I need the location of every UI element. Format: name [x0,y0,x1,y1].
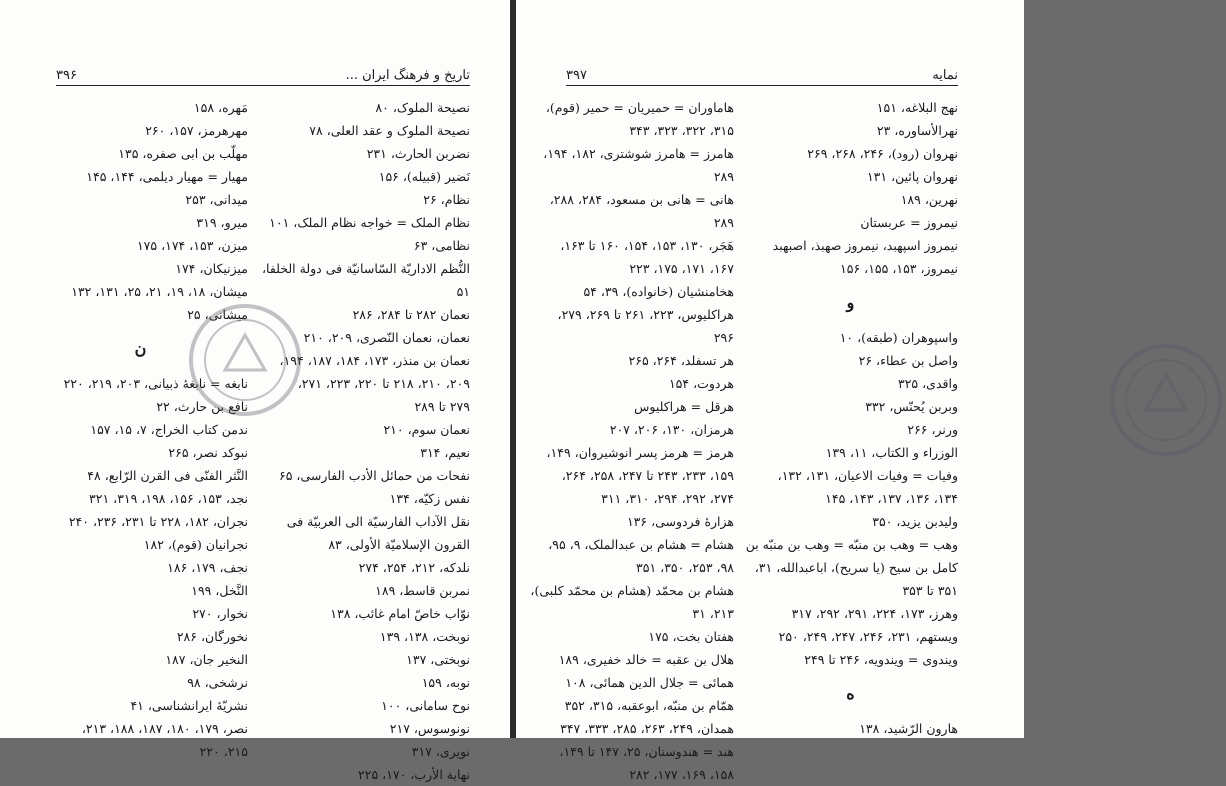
index-entry: میزن، ۱۵۳، ۱۷۴، ۱۷۵ [136,238,248,253]
index-entry: نخوار، ۲۷۰ [192,606,248,621]
index-entry: ۱۵۸، ۱۶۹، ۱۷۷، ۲۸۲ [629,767,734,782]
index-entry: نوبه، ۱۵۹ [421,675,470,690]
index-entry: ۲۸۹ [713,215,734,230]
index-entry: نونوسوس، ۲۱۷ [389,721,470,736]
index-entry: ۲۱۳، ۳۱ [692,606,734,621]
index-entry: وفیات = وفیات الاعیان، ۱۳۱، ۱۳۲، [777,468,958,483]
index-entry: نمربن قاسط، ۱۸۹ [375,583,470,598]
index-entry: نلدکه، ۲۱۲، ۲۵۴، ۲۷۴ [358,560,470,575]
index-column-right [255,96,470,786]
index-entry: نهج البلاغه، ۱۵۱ [876,100,958,115]
index-entry: هامرز = هامرز شوشتری، ۱۸۲، ۱۹۴، [543,146,734,161]
index-entry: نفحات من حمائل الأدب الفارسی، ۶۵ [279,468,470,483]
page-header [56,68,470,86]
index-entry: مهیار = مهیار دیلمی، ۱۴۴، ۱۴۵ [86,169,248,184]
index-entry: نیمروز، ۱۵۳، ۱۵۵، ۱۵۶ [840,261,958,276]
index-entry: نویری، ۳۱۷ [411,744,470,759]
index-entry: هند = هندوستان، ۲۵، ۱۴۷ تا ۱۴۹، [559,744,734,759]
index-entry: کامل بن سیح (یا سریح)، اباعبدالله، ۳۱، [754,560,958,575]
index-entry: مهلّب بن ابی صفره، ۱۳۵ [118,146,248,161]
index-entry: ندمن کتاب الخراج، ۷، ۱۵، ۱۵۷ [90,422,248,437]
index-entry: هانی = هانی بن مسعود، ۲۸۴، ۲۸۸، [549,192,734,207]
index-entry: میرو، ۳۱۹ [196,215,248,230]
index-entry: نرشخی، ۹۸ [187,675,248,690]
index-entry: نصر، ۱۷۹، ۱۸۰، ۱۸۷، ۱۸۸، ۲۱۳، [81,721,248,736]
index-entry: ۲۷۴، ۲۹۲، ۲۹۴، ۳۱۰، ۳۱۱ [601,491,734,506]
index-entry: نوبختی، ۱۳۷ [406,652,470,667]
index-entry: نشریّهٔ ایرانشناسی، ۴۱ [130,698,248,713]
index-entry: میشان، ۱۸، ۱۹، ۲۱، ۲۵، ۱۳۱، ۱۳۲ [71,284,248,299]
index-entry: نظام، ۲۶ [423,192,470,207]
index-entry: نوح سامانی، ۱۰۰ [381,698,470,713]
index-entry: وهب = وهب بن منبّه = وهب بن منبّه بن [745,537,958,552]
index-entry: نجد، ۱۵۳، ۱۵۶، ۱۹۸، ۳۱۹، ۳۲۱ [89,491,248,506]
index-entry: نعیم، ۳۱۴ [420,445,470,460]
index-entry: میدانی، ۲۵۳ [185,192,248,207]
index-entry: هاماوران = حمیریان = حمیر (قوم)، [545,100,734,115]
header-title: تاریخ و فرهنگ ایران ... [345,68,470,83]
index-entry: النَّخل، ۱۹۹ [191,583,248,598]
index-entry: هَجَر، ۱۳۰، ۱۵۳، ۱۵۴، ۱۶۰ تا ۱۶۳، [560,238,734,253]
index-entry: واقدی، ۳۲۵ [898,376,958,391]
index-entry: هلال بن عقبه = خالد خفیری، ۱۸۹ [558,652,734,667]
index-entry: هشام = هشام بن عبدالملک، ۹، ۹۵، [548,537,734,552]
index-entry: نابغه = نابغهٔ ذبیانی، ۲۰۳، ۲۱۹، ۲۲۰ [63,376,248,391]
index-entry: نوبخت، ۱۳۸، ۱۳۹ [379,629,470,644]
section-letter: و [846,293,855,312]
index-entry: نخورگان، ۲۸۶ [176,629,248,644]
index-entry: ورنر، ۲۶۶ [907,422,958,437]
index-entry: ۲۸۹ [713,169,734,184]
index-entry: ۳۱۵، ۳۲۲، ۳۲۳، ۳۴۳ [629,123,734,138]
index-entry: نجف، ۱۷۹، ۱۸۶ [167,560,248,575]
right-page [516,0,1024,782]
index-entry: نعمان بن منذر، ۱۷۳، ۱۸۴، ۱۸۷، ۱۹۴، [279,353,470,368]
index-entry: همّام بن منبّه، ابوعقبه، ۳۱۵، ۳۵۲ [564,698,734,713]
index-entry: همدان، ۲۴۹، ۲۶۳، ۲۸۵، ۳۳۳، ۳۴۷ [560,721,734,736]
page-header [566,68,958,86]
index-entry: نافع بن حارث، ۲۲ [156,399,248,414]
index-entry: نَضیر (قبیله)، ۱۵۶ [378,169,470,184]
index-entry: هارون الرّشید، ۱۳۸ [859,721,958,736]
index-entry: هفتان بخت، ۱۷۵ [648,629,734,644]
index-entry: النَّثر الفنّی فی القرن الرّابع، ۴۸ [87,468,248,483]
index-entry: نهروان پائین، ۱۳۱ [866,169,958,184]
index-entry: القرون الإسلامیّة الأولی، ۸۳ [328,537,470,552]
index-entry: نظامی، ۶۳ [413,238,470,253]
index-entry: میشانی، ۲۵ [187,307,248,322]
index-entry: هراکلیوس، ۲۲۳، ۲۶۱ تا ۲۶۹، ۲۷۹، [557,307,734,322]
index-entry: ۹۸، ۲۵۳، ۳۵۰، ۳۵۱ [636,560,734,575]
index-entry: نعمان سوم، ۲۱۰ [383,422,470,437]
index-entry: نیمروز اسپهبد، نیمروز صهبذ، اصبهبد [772,238,958,253]
index-entry: هرقل = هراکلیوس [634,399,734,414]
index-entry: هخامنشیان (خانواده)، ۳۹، ۵۴ [583,284,734,299]
library-stamp-icon [185,300,305,420]
index-entry: وهرز، ۱۷۳، ۲۲۴، ۲۹۱، ۲۹۲، ۳۱۷ [791,606,958,621]
index-entry: النُّظم الاداریّة السّاسانیّة فی دولة الخلفا، [262,261,470,276]
page-number: ۳۹۷ [566,68,587,83]
index-entry: وبربن یُحنّس، ۳۳۲ [865,399,958,414]
index-entry: ۲۷۹ تا ۲۸۹ [414,399,470,414]
index-entry: نبوکد نصر، ۲۶۵ [168,445,248,460]
index-entry: ۱۵۹، ۲۳۳، ۲۴۳ تا ۲۴۷، ۲۵۸، ۲۶۴، [561,468,734,483]
index-entry: مَهره، ۱۵۸ [193,100,248,115]
index-column-right [743,96,958,740]
index-entry: نهروان (رود)، ۲۴۶، ۲۶۸، ۲۶۹ [807,146,958,161]
index-column-left [519,96,734,786]
index-entry: ۵۱ [456,284,470,299]
index-entry: هشام بن محمّد (هشام بن محمّد کلبی)، [530,583,734,598]
index-entry: نظام الملک = خواجه نظام الملک، ۱۰۱ [269,215,470,230]
left-page [0,0,510,782]
index-entry: نهرالأساوره، ۲۳ [876,123,958,138]
library-stamp-icon [1106,340,1226,460]
index-entry: ویستهم، ۲۳۱، ۲۴۶، ۲۴۷، ۲۴۹، ۲۵۰ [778,629,958,644]
index-column-left [33,96,248,763]
index-entry: ۱۳۴، ۱۳۶، ۱۳۷، ۱۴۳، ۱۴۵ [825,491,958,506]
index-entry: نضربن الحارث، ۲۳۱ [366,146,470,161]
index-entry: نجرانیان (قوم)، ۱۸۲ [143,537,248,552]
index-entry: میزنیکان، ۱۷۴ [175,261,248,276]
index-entry: نفس زکیّه، ۱۳۴ [389,491,470,506]
index-entry: ۱۶۷، ۱۷۱، ۱۷۵، ۲۲۳ [629,261,734,276]
index-entry: همائی = جلال الدین همائی، ۱۰۸ [565,675,734,690]
index-entry: واسپوهران (طبقه)، ۱۰ [839,330,958,345]
index-entry: ۲۱۵، ۲۲۰ [199,744,248,759]
index-entry: نیمروز = عربستان [860,215,958,230]
index-entry: ۲۹۶ [713,330,734,345]
index-entry: واصل بن عطاء، ۲۶ [858,353,958,368]
index-entry: نعمان ۲۸۲ تا ۲۸۴، ۲۸۶ [352,307,470,322]
index-entry: نهایة الأرب، ۱۷۰، ۲۲۵ [358,767,470,782]
header-title: نمایه [932,68,958,83]
index-entry: هردوت، ۱۵۴ [668,376,734,391]
index-entry: نجران، ۱۸۲، ۲۲۸ تا ۲۳۱، ۲۳۶، ۲۴۰ [68,514,248,529]
section-letter: ه [846,684,855,703]
index-entry: ۳۵۱ تا ۳۵۳ [902,583,958,598]
index-entry: نوّاب خاصّ امام غائب، ۱۳۸ [330,606,470,621]
index-entry: نقل الآداب الفارسیّة الی العربیّة فی [286,514,470,529]
index-entry: نهرین، ۱۸۹ [900,192,958,207]
section-letter: ن [134,339,147,358]
index-entry: نصیحة الملوک، ۸۰ [375,100,470,115]
index-entry: ۲۰۹، ۲۱۰، ۲۱۸ تا ۲۲۰، ۲۲۳، ۲۷۱، [297,376,470,391]
index-entry: هزارهٔ فردوسی، ۱۳۶ [626,514,734,529]
index-entry: هر تسفلد، ۲۶۴، ۲۶۵ [628,353,734,368]
index-entry: ولیدبن یزید، ۳۵۰ [872,514,958,529]
index-entry: هرمزان، ۱۳۰، ۲۰۶، ۲۰۷ [609,422,734,437]
page-number: ۳۹۶ [56,68,77,83]
index-entry: ویندوی = ویندویه، ۲۴۶ تا ۲۴۹ [804,652,958,667]
index-entry: النخیر جان، ۱۸۷ [165,652,248,667]
index-entry: الوزراء و الکتاب، ۱۱، ۱۳۹ [825,445,958,460]
index-entry: مهرهرمز، ۱۵۷، ۲۶۰ [145,123,248,138]
index-entry: هرمز = هرمز پسر انوشیروان، ۱۴۹، [546,445,734,460]
index-entry: نصیحة الملوک و عقد العلی، ۷۸ [309,123,470,138]
index-entry: نعمان، نعمان النّصری، ۲۰۹، ۲۱۰ [303,330,470,345]
